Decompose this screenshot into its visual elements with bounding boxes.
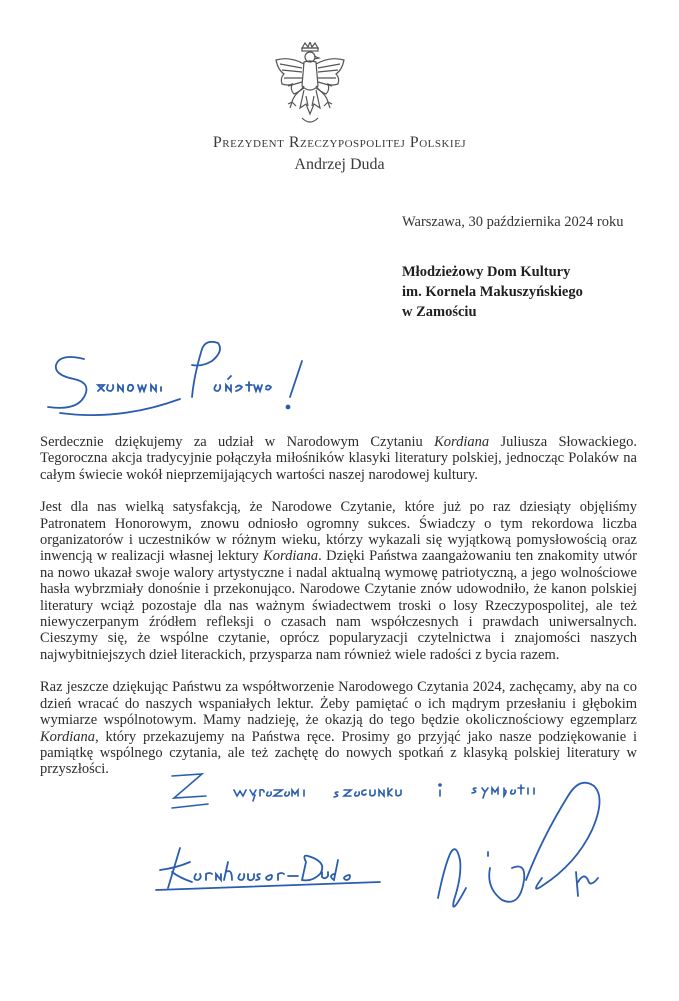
- place-date: Warszawa, 30 października 2024 roku: [402, 214, 624, 230]
- recipient-line: w Zamościu: [402, 304, 477, 320]
- header-title: Prezydent Rzeczypospolitej Polskiej: [212, 134, 467, 151]
- body-text: , który przekazujemy na Państwa ręce. Prosimy go przyjąć jako nasze podziękowanie i pamiątkę wspólnego czytania, ale też zachętę do nowych spotkań z klasyką polskiej literatury w przyszłości.: [40, 728, 637, 778]
- letter-body: [40, 434, 637, 778]
- signature-kornhauser-duda: [150, 838, 390, 908]
- recipient-line: im. Kornela Makuszyńskiego: [402, 284, 583, 300]
- handwritten-salutation: [40, 335, 310, 425]
- signature-andrzej-duda: [430, 768, 620, 928]
- body-text: . Dzięki Państwa zaangażowaniu ten znakomity utwór na nowo ukazał swoje walory artystyczne i nadal aktualną wymowę patriotyczną, a jego wolnościowe hasła wybrzmiały donośnie i przekonująco. Narodowe Czytanie znów udowodniło, że kanon polskiej literatury wciąż pozostaje dla nas ważnym świadectwem troski o losy Rzeczypospolitej, ale też niewyczerpanym źródłem refleksji o czasach nam współczesnych i prawdach uniwersalnych. Cieszymy się, że wspólne czytanie, oprócz popularyzacji czytelnictwa i znajomości naszych najwybitniejszych dzieł literackich, przysparza nam również wiele radości z bycia razem.: [40, 548, 637, 663]
- book-title: Kordiana: [40, 728, 96, 745]
- body-paragraph: [40, 499, 637, 663]
- body-paragraph: [40, 434, 637, 483]
- body-text: Raz jeszcze dziękując Państwu za współtworzenie Narodowego Czytania 2024, zachęcamy, aby na co dzień wracać do naszych wspaniałych lektur. Żeby pamiętać o ich mądrym przesłaniu i głębokim wymiarze wspólnotowym. Mamy nadzieję, że okazją do tego będzie okolicznościowy egzemplarz: [40, 679, 637, 729]
- recipient-line: Młodzieżowy Dom Kultury: [402, 264, 571, 280]
- white-eagle-emblem-icon: [272, 42, 348, 130]
- body-text: Juliusza Słowackiego. Tegoroczna akcja tradycyjnie połączyła miłośników klasyki literatury polskiej, jednocząc Polaków na całym świecie wokół nieprzemijających wartości naszej narodowej kultury.: [40, 434, 637, 483]
- body-paragraph: [40, 679, 637, 777]
- body-text: Serdecznie dziękujemy za udział w Narodowym Czytaniu: [40, 434, 435, 450]
- book-title: Kordiana: [263, 548, 319, 565]
- recipient-block: [402, 262, 583, 322]
- header-name: Andrzej Duda: [294, 156, 385, 173]
- body-text: Jest dla nas wielką satysfakcją, że Narodowe Czytanie, które już po raz dziesiąty objęliśmy Patronatem Honorowym, znowu odniosło ogromny sukces. Świadczy o tym rekordowa liczba organizatorów i uczestników w różnym wieku, którzy wykazali się wyjątkową pomysłowością oraz inwencją w realizacji własnej lektury: [40, 499, 637, 565]
- book-title: Kordiana: [434, 434, 490, 450]
